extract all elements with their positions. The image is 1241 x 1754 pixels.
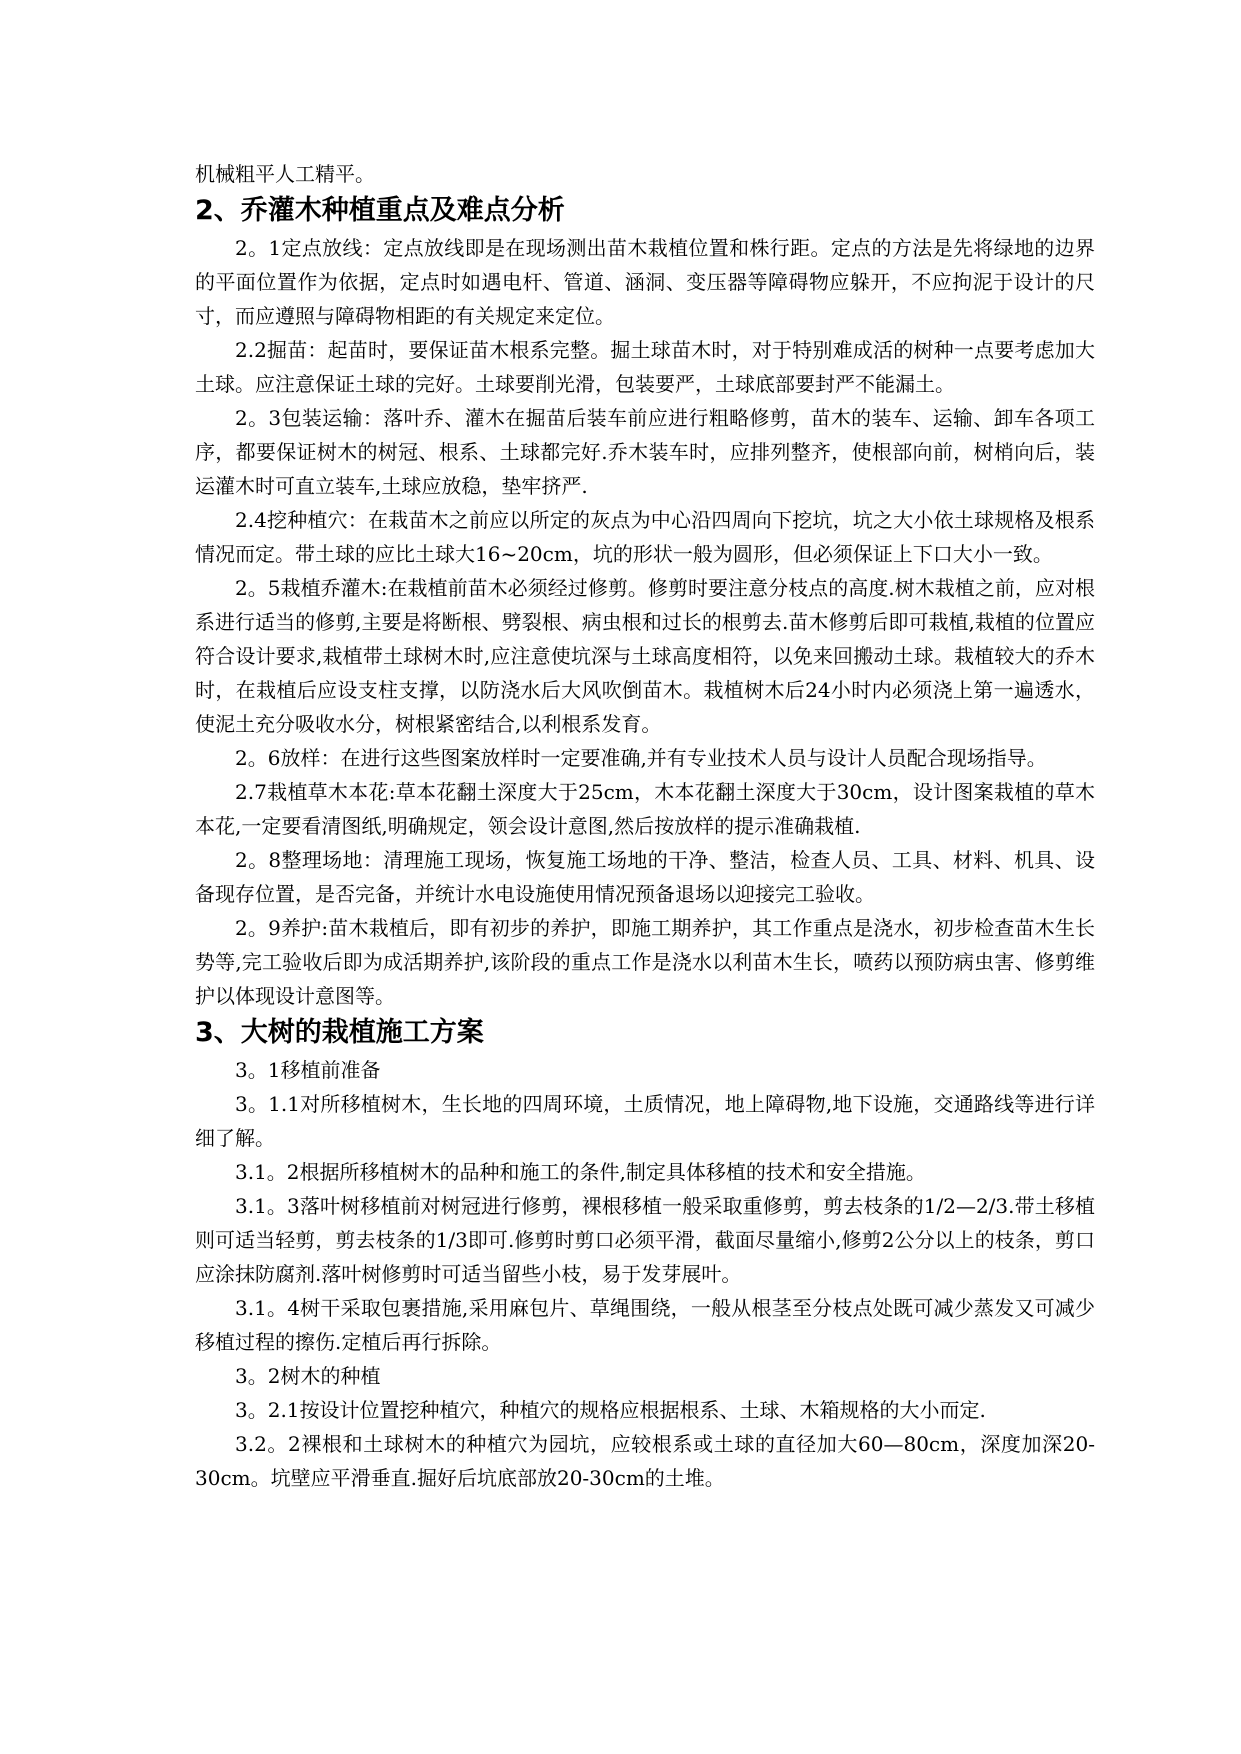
paragraph-2-5: 2。5栽植乔灌木:在栽植前苗木必须经过修剪。修剪时要注意分枝点的高度.树木栽植之前，应对根系进行适当的修剪,主要是将断根、劈裂根、病虫根和过长的根剪去.苗木修剪后即可栽植,栽植的位置应符合设计要求,栽植带土球树木时,应注意使坑深与土球高度相符，以免来回搬动土球。栽植较大的乔木时，在栽植后应设支柱支撑，以防浇水后大风吹倒苗木。栽植树木后24小时内必须浇上第一遍透水，使泥土充分吸收水分，树根紧密结合,以利根系发育。 (195, 576, 1095, 736)
section-2-heading: 2、乔灌木种植重点及难点分析 (195, 195, 565, 226)
paragraph-3-1: 3。1移植前准备 (235, 1058, 381, 1082)
paragraph-2-8: 2。8整理场地：清理施工现场，恢复施工场地的干净、整洁，检查人员、工具、材料、机具、设备现存位置，是否完备，并统计水电设施使用情况预备退场以迎接完工验收。 (195, 848, 1095, 906)
paragraph-3-2: 3。2树木的种植 (235, 1364, 381, 1388)
paragraph-2-9: 2。9养护:苗木栽植后，即有初步的养护，即施工期养护，其工作重点是浇水，初步检查苗木生长势等,完工验收后即为成活期养护,该阶段的重点工作是浇水以利苗木生长，喷药以预防病虫害、修剪维护以体现设计意图等。 (195, 916, 1095, 1008)
paragraph-2-4: 2.4挖种植穴：在栽苗木之前应以所定的灰点为中心沿四周向下挖坑，坑之大小依土球规格及根系情况而定。带土球的应比土球大16~20cm，坑的形状一般为圆形，但必须保证上下口大小一致。 (195, 508, 1095, 566)
paragraph-3-1-1: 3。1.1对所移植树木，生长地的四周环境，土质情况，地上障碍物,地下设施，交通路线等进行详细了解。 (195, 1092, 1095, 1150)
paragraph-3-1-4: 3.1。4树干采取包裹措施,采用麻包片、草绳围绕，一般从根茎至分枝点处既可减少蒸发又可减少移植过程的擦伤.定植后再行拆除。 (195, 1296, 1095, 1354)
paragraph-3-2-2: 3.2。2裸根和土球树木的种植穴为园坑，应较根系或土球的直径加大60—80cm，深度加深20-30cm。坑壁应平滑垂直.掘好后坑底部放20-30cm的土堆。 (195, 1432, 1095, 1490)
paragraph-3-1-2: 3.1。2根据所移植树木的品种和施工的条件,制定具体移植的技术和安全措施。 (235, 1160, 926, 1184)
lead-line: 机械粗平人工精平。 (195, 162, 375, 186)
paragraph-2-7: 2.7栽植草木本花:草本花翻土深度大于25cm，木本花翻土深度大于30cm，设计图案栽植的草木本花,一定要看清图纸,明确规定，领会设计意图,然后按放样的提示准确栽植. (195, 780, 1095, 838)
paragraph-3-1-3: 3.1。3落叶树移植前对树冠进行修剪，裸根移植一般采取重修剪，剪去枝条的1/2—2/3.带土移植则可适当轻剪，剪去枝条的1/3即可.修剪时剪口必须平滑，截面尽量缩小,修剪2公分以上的枝条，剪口应涂抹防腐剂.落叶树修剪时可适当留些小枝，易于发芽展叶。 (195, 1194, 1095, 1286)
paragraph-2-3: 2。3包装运输：落叶乔、灌木在掘苗后装车前应进行粗略修剪，苗木的装车、运输、卸车各项工序，都要保证树木的树冠、根系、土球都完好.乔木装车时，应排列整齐，使根部向前，树梢向后，装运灌木时可直立装车,土球应放稳，垫牢挤严. (195, 406, 1095, 498)
document-page (195, 158, 1095, 1495)
section-3-heading: 3、大树的栽植施工方案 (195, 1017, 484, 1048)
paragraph-2-1: 2。1定点放线：定点放线即是在现场测出苗木栽植位置和株行距。定点的方法是先将绿地的边界的平面位置作为依据，定点时如遇电杆、管道、涵洞、变压器等障碍物应躲开，不应拘泥于设计的尺寸，而应遵照与障碍物相距的有关规定来定位。 (195, 236, 1095, 328)
paragraph-2-6: 2。6放样：在进行这些图案放样时一定要准确,并有专业技术人员与设计人员配合现场指导。 (235, 746, 1047, 770)
paragraph-2-2: 2.2掘苗：起苗时，要保证苗木根系完整。掘土球苗木时，对于特别难成活的树种一点要考虑加大土球。应注意保证土球的完好。土球要削光滑，包装要严，土球底部要封严不能漏土。 (195, 338, 1095, 396)
paragraph-3-2-1: 3。2.1按设计位置挖种植穴，种植穴的规格应根据根系、土球、木箱规格的大小而定. (235, 1398, 986, 1422)
